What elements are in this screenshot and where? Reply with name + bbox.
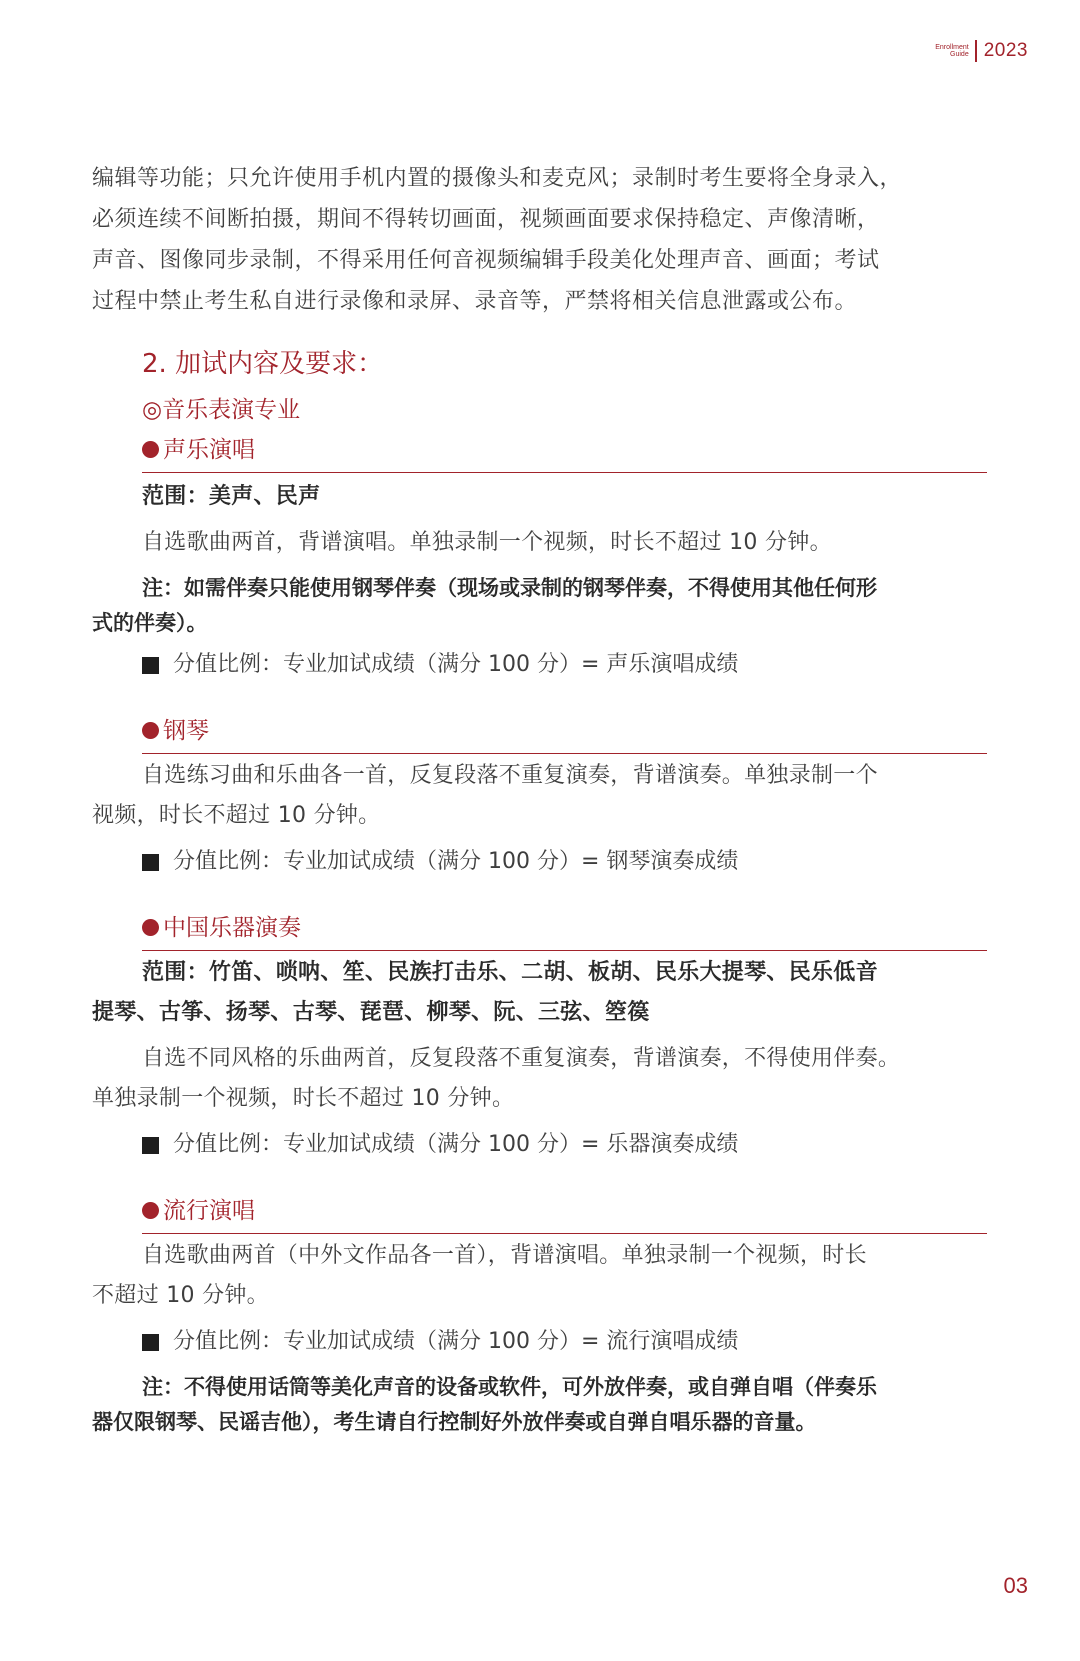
note-line: 式的伴奏）。 <box>92 611 208 635</box>
note-line: 注：不得使用话筒等美化声音的设备或软件，可外放伴奏，或自弹自唱（伴奏乐 <box>142 1375 877 1399</box>
page-number: 03 <box>1003 1573 1028 1598</box>
score-text: 分值比例：专业加试成绩（满分 100 分）= 声乐演唱成绩 <box>173 652 739 677</box>
range-line: 提琴、古筝、扬琴、古琴、琵琶、柳琴、阮、三弦、箜篌 <box>92 1000 650 1025</box>
intro-line: 必须连续不间断拍摄，期间不得转切画面，视频画面要求保持稳定、声像清晰， <box>92 207 880 232</box>
description-line: 视频，时长不超过 10 分钟。 <box>92 803 381 828</box>
intro-line: 过程中禁止考生私自进行录像和录屏、录音等，严禁将相关信息泄露或公布。 <box>92 289 858 314</box>
intro-line: 编辑等功能；只允许使用手机内置的摄像头和麦克风；录制时考生要将全身录入， <box>92 166 903 191</box>
vocal-description: 自选歌曲两首，背谱演唱。单独录制一个视频，时长不超过 10 分钟。 <box>142 530 832 555</box>
note-line: 注：如需伴奏只能使用钢琴伴奏（现场或录制的钢琴伴奏，不得使用其他任何形 <box>142 576 877 600</box>
note-line: 器仅限钢琴、民谣吉他），考生请自行控制好外放伴奏或自弹自唱乐器的音量。 <box>92 1410 817 1434</box>
range-line: 范围：竹笛、唢呐、笙、民族打击乐、二胡、板胡、民乐大提琴、民乐低音 <box>142 960 878 985</box>
header-year: 2023 <box>983 40 1028 61</box>
vocal-score <box>142 645 987 685</box>
brand-label <box>935 44 968 58</box>
square-bullet-icon <box>142 854 159 871</box>
vocal-note <box>92 571 987 641</box>
header-divider <box>975 40 977 62</box>
chinese-description <box>92 1039 987 1119</box>
description-line: 单独录制一个视频，时长不超过 10 分钟。 <box>92 1086 515 1111</box>
square-bullet-icon <box>142 1137 159 1154</box>
pop-note <box>92 1370 987 1440</box>
subsection-heading-chinese-instruments <box>142 912 987 951</box>
bullet-dot-icon <box>142 1202 159 1219</box>
square-bullet-icon <box>142 1334 159 1351</box>
page-header <box>935 40 1028 62</box>
subsection-heading-vocal <box>142 434 987 473</box>
bullet-dot-icon <box>142 441 159 458</box>
major-title: ◎音乐表演专业 <box>142 397 301 423</box>
subsection-title: 流行演唱 <box>163 1198 255 1224</box>
page-content <box>92 158 987 1440</box>
pop-description <box>92 1236 987 1316</box>
description-line: 自选歌曲两首（中外文作品各一首），背谱演唱。单独录制一个视频，时长 <box>142 1243 867 1268</box>
description-line: 自选不同风格的乐曲两首，反复段落不重复演奏，背谱演奏，不得使用伴奏。 <box>142 1046 901 1071</box>
piano-score <box>142 842 987 882</box>
vocal-range: 范围：美声、民声 <box>142 484 321 509</box>
bullet-dot-icon <box>142 919 159 936</box>
chinese-range <box>92 953 987 1033</box>
score-text: 分值比例：专业加试成绩（满分 100 分）= 乐器演奏成绩 <box>173 1132 739 1157</box>
subsection-title: 声乐演唱 <box>163 437 255 463</box>
subsection-title: 中国乐器演奏 <box>163 915 301 941</box>
subsection-title: 钢琴 <box>163 718 209 744</box>
subsection-heading-pop <box>142 1195 987 1234</box>
description-line: 自选练习曲和乐曲各一首，反复段落不重复演奏，背谱演奏。单独录制一个 <box>142 763 878 788</box>
section-title: 2. 加试内容及要求： <box>142 349 384 379</box>
chinese-score <box>142 1125 987 1165</box>
square-bullet-icon <box>142 657 159 674</box>
bullet-dot-icon <box>142 722 159 739</box>
subsection-heading-piano <box>142 715 987 754</box>
brand-line-1: Enrollment <box>935 44 969 51</box>
intro-line: 声音、图像同步录制，不得采用任何音视频编辑手段美化处理声音、画面；考试 <box>92 248 880 273</box>
score-text: 分值比例：专业加试成绩（满分 100 分）= 流行演唱成绩 <box>173 1329 739 1354</box>
description-line: 不超过 10 分钟。 <box>92 1283 269 1308</box>
intro-paragraph <box>92 158 987 322</box>
score-text: 分值比例：专业加试成绩（满分 100 分）= 钢琴演奏成绩 <box>173 849 739 874</box>
pop-score <box>142 1322 987 1362</box>
brand-line-2: Guide <box>950 51 969 58</box>
piano-description <box>92 756 987 836</box>
